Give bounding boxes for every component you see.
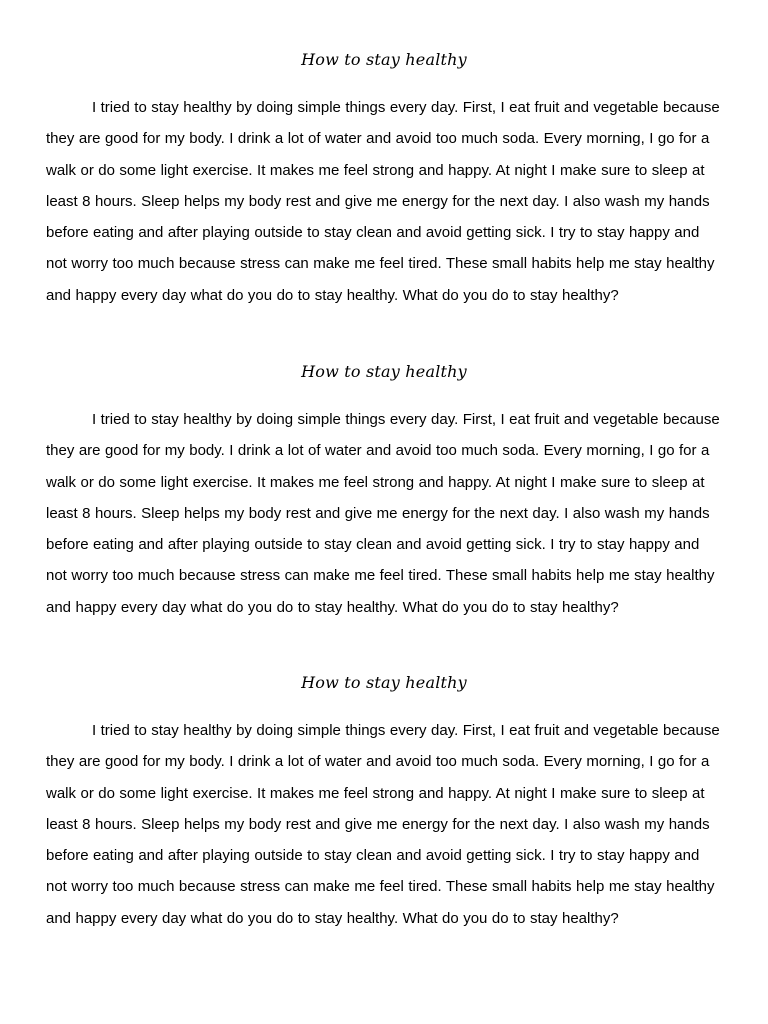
essay-section (46, 669, 722, 934)
section-paragraph: I tried to stay healthy by doing simple things every day. First, I eat fruit and vegetable because they are good for my body. I drink a lot of water and avoid too much soda. Every morning, I go for a walk or do some light exercise. It makes me feel strong and happy. At night I make sure to sleep at least 8 hours. Sleep helps my body rest and give me energy for the next day. I also wash my hands before eating and after playing outside to stay clean and avoid getting sick. I try to stay happy and not worry too much because stress can make me feel tired. These small habits help me stay healthy and happy every day what do you do to stay healthy. What do you do to stay healthy? (46, 411, 720, 616)
essay-section (46, 46, 722, 311)
section-heading: How to stay healthy (301, 362, 467, 381)
section-heading: How to stay healthy (301, 50, 467, 69)
essay-section (46, 358, 722, 623)
section-paragraph: I tried to stay healthy by doing simple things every day. First, I eat fruit and vegetable because they are good for my body. I drink a lot of water and avoid too much soda. Every morning, I go for a walk or do some light exercise. It makes me feel strong and happy. At night I make sure to sleep at least 8 hours. Sleep helps my body rest and give me energy for the next day. I also wash my hands before eating and after playing outside to stay clean and avoid getting sick. I try to stay happy and not worry too much because stress can make me feel tired. These small habits help me stay healthy and happy every day what do you do to stay healthy. What do you do to stay healthy? (46, 99, 720, 304)
section-paragraph: I tried to stay healthy by doing simple things every day. First, I eat fruit and vegetable because they are good for my body. I drink a lot of water and avoid too much soda. Every morning, I go for a walk or do some light exercise. It makes me feel strong and happy. At night I make sure to sleep at least 8 hours. Sleep helps my body rest and give me energy for the next day. I also wash my hands before eating and after playing outside to stay clean and avoid getting sick. I try to stay happy and not worry too much because stress can make me feel tired. These small habits help me stay healthy and happy every day what do you do to stay healthy. What do you do to stay healthy? (46, 722, 720, 927)
section-heading: How to stay healthy (301, 673, 467, 692)
